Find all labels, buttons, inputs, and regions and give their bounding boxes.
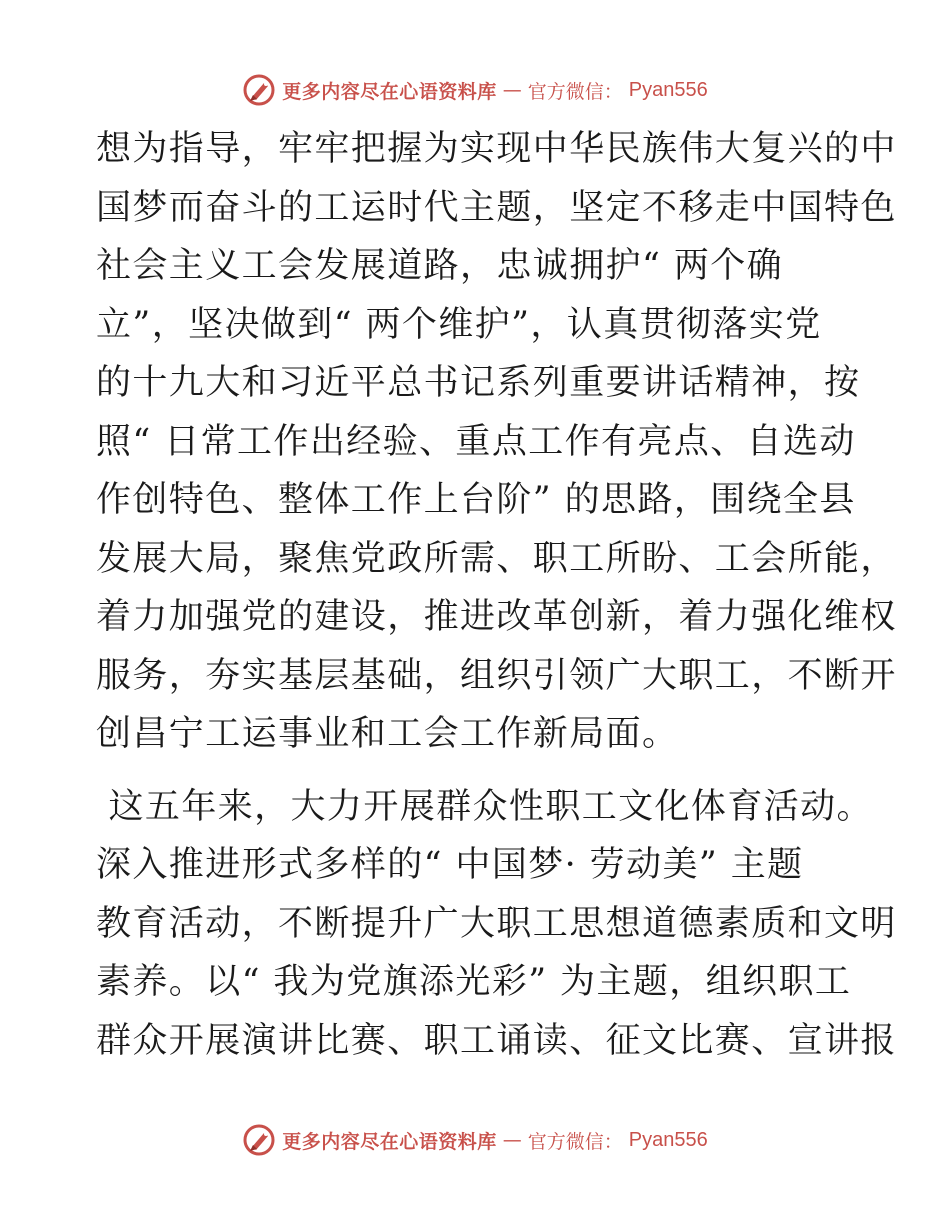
pen-nib-logo-icon [242,73,276,107]
text-line: 素养。以“ 我为党旗添光彩” 为主题，组织职工 [96,962,852,1002]
banner-dash: — [502,1129,522,1151]
banner-dash: — [502,79,522,101]
text-line: 教育活动，不断提升广大职工思想道德素质和文明 [96,903,897,944]
text-line: 着力加强党的建设，推进改革创新，着力强化维权 [96,597,897,637]
text-line: 想为指导，牢牢把握为实现中华民族伟大复兴的中 [96,129,897,169]
paragraph-spacer [96,764,856,778]
banner-wechat-id: Pyan556 [628,1128,708,1151]
paragraph-2 [96,778,897,1071]
text-line: 社会主义工会发展道路，忠诚拥护“ 两个确 [96,246,784,286]
banner-wechat-label: 官方微信： [527,80,623,103]
text-line: 深入推进形式多样的“ 中国梦· 劳动美” 主题 [96,845,804,885]
pen-nib-logo-icon [242,1123,276,1157]
banner-site-text: 更多内容尽在心语资料库 [282,1130,497,1153]
banner-wechat-id: Pyan556 [628,78,708,101]
text-line: 这五年来，大力开展群众性职工文化体育活动。 [96,786,873,827]
paragraph-1 [96,120,897,764]
text-line: 立”，坚决做到“ 两个维护”，认真贯彻落实党 [96,304,822,345]
text-line: 作创特色、整体工作上台阶” 的思路，围绕全县 [96,480,856,520]
text-line: 创昌宁工运事业和工会工作新局面。 [96,714,679,754]
text-line: 群众开展演讲比赛、职工诵读、征文比赛、宣讲报 [96,1020,897,1061]
footer-watermark-banner [0,1120,950,1160]
document-body [96,120,897,1070]
text-line: 的十九大和习近平总书记系列重要讲话精神，按 [96,363,861,403]
text-line: 照“ 日常工作出经验、重点工作有亮点、自选动 [96,421,856,462]
banner-site-text: 更多内容尽在心语资料库 [282,80,497,103]
banner-wechat-label: 官方微信： [527,1130,623,1153]
text-line: 国梦而奋斗的工运时代主题，坚定不移走中国特色 [96,187,897,228]
text-line: 服务，夯实基层基础，组织引领广大职工，不断开 [96,655,897,696]
text-line: 发展大局，聚焦党政所需、职工所盼、工会所能， [96,538,897,579]
header-watermark-banner [0,70,950,110]
